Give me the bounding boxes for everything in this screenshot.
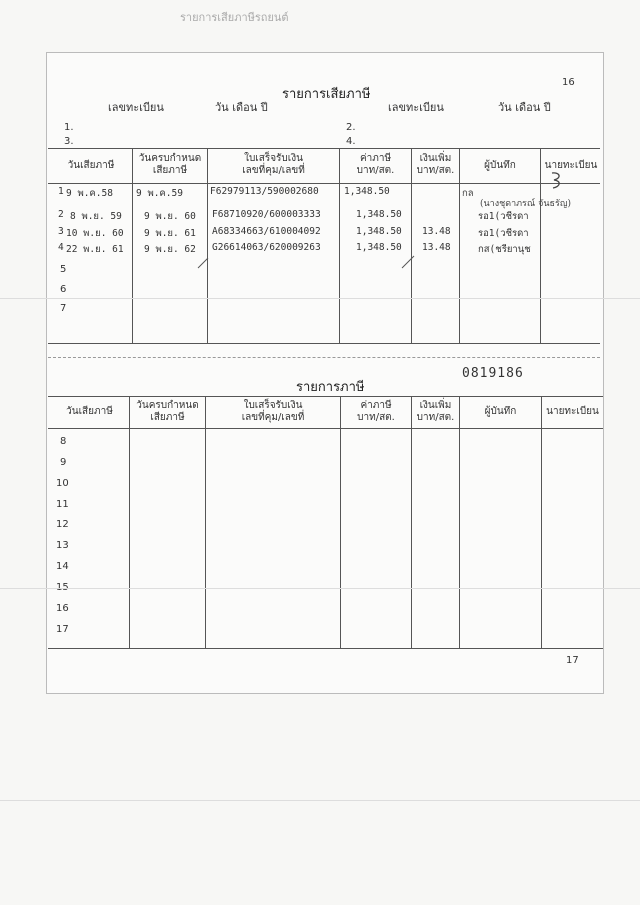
t1-receipt: F62979113/590002680 (210, 186, 319, 197)
t1-registrar-signature: (นางชุดาภรณ์ จันธรัญ) (480, 199, 572, 209)
t1-tax: 1,348.50 (356, 209, 402, 220)
t1-due-date: 9 พ.ค.59 (136, 188, 183, 199)
page-number-bottom: 17 (566, 655, 579, 666)
table2-header-border (48, 428, 603, 429)
date-label-right: วัน เดือน ปี (498, 101, 551, 114)
t1-pay-date: 10 พ.ย. 60 (66, 228, 124, 239)
table1-col-divider (132, 148, 133, 343)
t1-due-date: 9 พ.ย. 61 (144, 228, 196, 239)
t1-tax: 1,348.50 (344, 186, 390, 197)
registrar-signature-mark-icon (548, 170, 566, 190)
t2-header-receipt: ใบเสร็จรับเงิน เลขที่คุม/เลขที่ (241, 400, 305, 423)
t2-header-registrar: นายทะเบียน (546, 406, 599, 417)
t1-row-no: 7 (60, 303, 67, 314)
table2-col-divider (340, 396, 341, 648)
t2-row-no: 15 (56, 582, 69, 593)
reg-label-left: เลขทะเบียน (108, 101, 164, 114)
table2-col-divider (129, 396, 130, 648)
scan-artifact-line (0, 800, 640, 801)
t1-header-registrar: นายทะเบียน (544, 160, 598, 171)
t1-header-receipt: ใบเสร็จรับเงิน เลขที่คุม/เลขที่ (242, 153, 305, 176)
reg-label-right: เลขทะเบียน (388, 101, 444, 114)
t1-row-no: 1 (58, 186, 64, 197)
t2-row-no: 14 (56, 561, 69, 572)
t2-header-due-date: วันครบกำหนด เสียภาษี (136, 400, 199, 423)
table2-col-divider (541, 396, 542, 648)
t1-receipt: F68710920/600003333 (212, 209, 321, 220)
table2-col-divider (411, 396, 412, 648)
t1-header-surcharge: เงินเพิ่ม บาท/สต. (416, 153, 455, 176)
t1-pay-date: 8 พ.ย. 59 (70, 211, 122, 222)
reg-slot-4: 4. (346, 136, 356, 147)
t1-due-date: 9 พ.ย. 60 (144, 211, 196, 222)
section1-title: รายการเสียภาษี (282, 87, 371, 102)
t1-row-no: 3 (58, 226, 64, 237)
t1-header-tax: ค่าภาษี บาท/สต. (356, 153, 395, 176)
table1-top-border (48, 148, 600, 149)
page-number-top: 16 (562, 77, 575, 88)
date-label-left: วัน เดือน ปี (215, 101, 268, 114)
section2-title: รายการภาษี (296, 380, 365, 395)
t1-pay-date: 9 พ.ค.58 (66, 188, 113, 199)
pen-tick-icon (400, 254, 416, 270)
table2-col-divider (459, 396, 460, 648)
t2-row-no: 16 (56, 603, 69, 614)
t2-row-no: 13 (56, 540, 69, 551)
t2-row-no: 8 (60, 436, 67, 447)
t2-header-pay-date: วันเสียภาษี (66, 406, 113, 417)
t2-header-recorder: ผู้บันทึก (484, 406, 517, 417)
serial-number: 0819186 (462, 366, 524, 381)
t1-due-date: 9 พ.ย. 62 (144, 244, 196, 255)
t1-recorder: กส(ชรียานุช (478, 244, 531, 255)
t1-row-no: 2 (58, 209, 64, 220)
bleed-through-header: รายการเสียภาษีรถยนต์ (180, 11, 289, 24)
table1-col-divider (339, 148, 340, 343)
t1-surcharge: 13.48 (422, 226, 451, 237)
t1-header-recorder: ผู้บันทึก (484, 160, 516, 171)
scan-artifact-line (0, 588, 640, 589)
reg-slot-3: 3. (64, 136, 74, 147)
t1-recorder: รอ1(วชีรดา (478, 228, 529, 239)
table1-col-divider (411, 148, 412, 343)
t2-header-surcharge: เงินเพิ่ม บาท/สต. (416, 400, 455, 423)
table1-bottom-border (48, 343, 600, 344)
t2-row-no: 10 (56, 478, 69, 489)
reg-slot-2: 2. (346, 122, 356, 133)
table2-top-border (48, 396, 603, 397)
t1-surcharge: 13.48 (422, 242, 451, 253)
t2-row-no: 12 (56, 519, 69, 530)
t2-row-no: 9 (60, 457, 67, 468)
t1-row-no: 4 (58, 242, 64, 253)
t1-row-no: 6 (60, 284, 67, 295)
t1-recorder: รอ1(วชีรดา (478, 211, 529, 222)
perforation-line (48, 357, 600, 358)
table1-col-divider (540, 148, 541, 343)
table1-col-divider (207, 148, 208, 343)
table2-bottom-border (48, 648, 603, 649)
t1-pay-date: 22 พ.ย. 61 (66, 244, 124, 255)
table1-header-border (48, 183, 600, 184)
t1-tax: 1,348.50 (356, 226, 402, 237)
t1-receipt: G26614063/620009263 (212, 242, 321, 253)
t2-row-no: 17 (56, 624, 69, 635)
t1-row-no: 5 (60, 264, 67, 275)
t1-header-pay-date: วันเสียภาษี (67, 160, 115, 171)
t1-recorder: กล (462, 188, 474, 199)
pen-tick-icon (196, 256, 210, 270)
t1-tax: 1,348.50 (356, 242, 402, 253)
table1-col-divider (459, 148, 460, 343)
t1-header-due-date: วันครบกำหนด เสียภาษี (138, 153, 202, 176)
t1-receipt: A68334663/610004092 (212, 226, 321, 237)
t2-header-tax: ค่าภาษี บาท/สต. (357, 400, 395, 423)
table2-col-divider (205, 396, 206, 648)
t2-row-no: 11 (56, 499, 69, 510)
scan-artifact-line (0, 298, 640, 299)
reg-slot-1: 1. (64, 122, 74, 133)
